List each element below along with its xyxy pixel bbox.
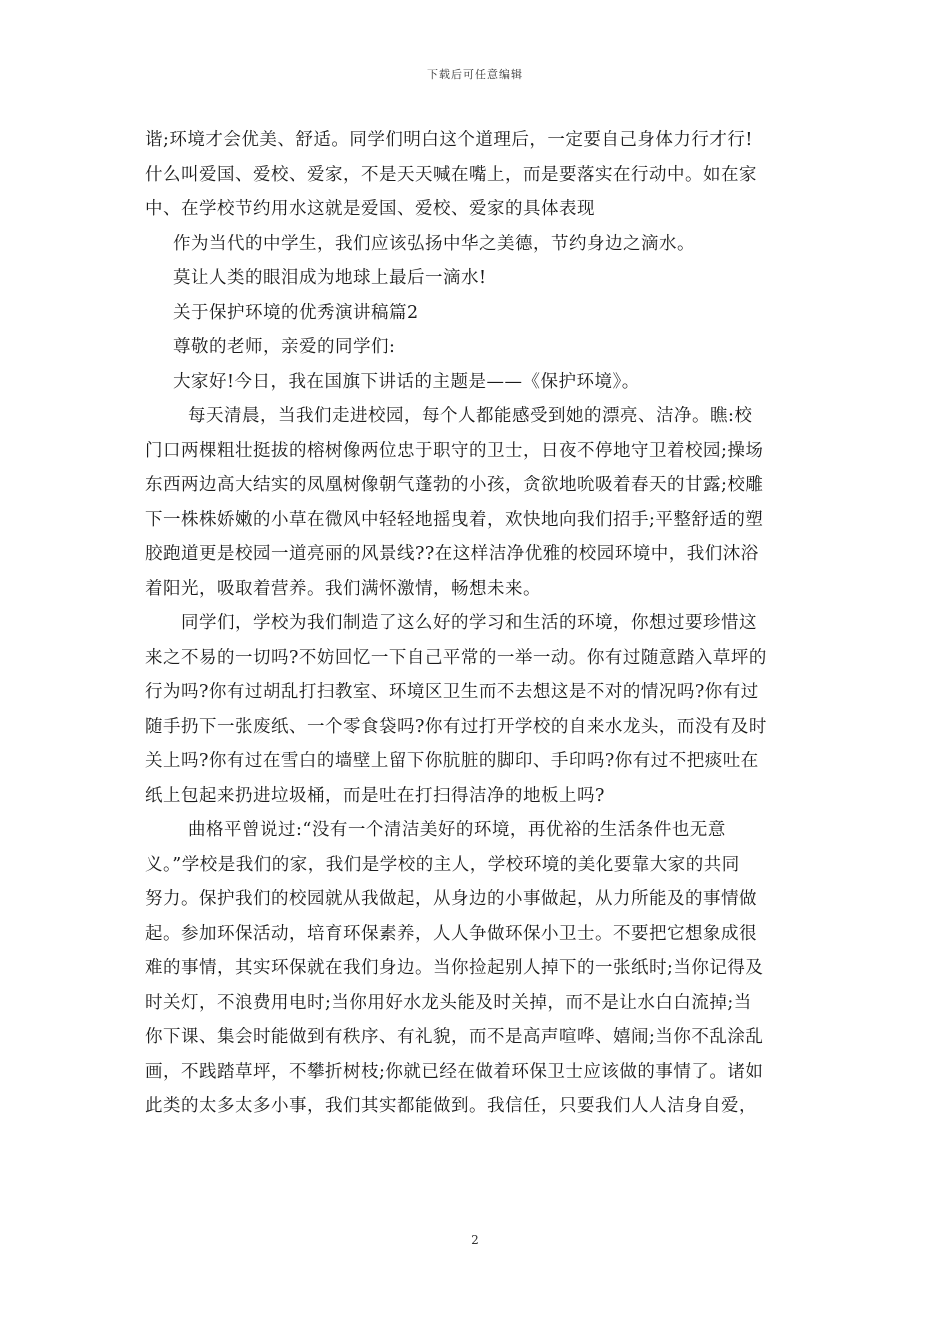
- text-line: 着阳光，吸取着营养。我们满怀激情，畅想未来。: [145, 578, 541, 599]
- page-number: 2: [471, 1233, 479, 1247]
- text-line: 你下课、集会时能做到有秩序、有礼貌，而不是高声喧哗、嬉闹;当你不乱涂乱: [145, 1027, 764, 1047]
- text-line: 东西两边高大结实的凤凰树像朝气蓬勃的小孩，贪欲地吮吸着春天的甘露;校雕: [145, 475, 764, 495]
- text-line: 画，不践踏草坪，不攀折树枝;你就已经在做着环保卫士应该做的事情了。诸如: [145, 1061, 764, 1082]
- text-line: 莫让人类的眼泪成为地球上最后一滴水!: [173, 268, 487, 288]
- text-line: 时关灯，不浪费用电时;当你用好水龙头能及时关掉，而不是让水白白流掉;当: [145, 992, 752, 1013]
- text-line: 义。”学校是我们的家，我们是学校的主人，学校环境的美化要靠大家的共同: [145, 854, 740, 875]
- text-line: 努力。保护我们的校园就从我做起，从身边的小事做起，从力所能及的事情做: [145, 889, 757, 909]
- text-line: 纸上包起来扔进垃圾桶，而是吐在打扫得洁净的地板上吗?: [145, 785, 605, 806]
- text-line: 尊敬的老师，亲爱的同学们:: [173, 337, 396, 357]
- text-line: 胶跑道更是校园一道亮丽的风景线??在这样洁净优雅的校园环境中，我们沐浴: [145, 544, 759, 564]
- text-line: 门口两棵粗壮挺拔的榕树像两位忠于职守的卫士，日夜不停地守卫着校园;操场: [145, 440, 764, 461]
- text-line: 每天清晨，当我们走进校园，每个人都能感受到她的漂亮、洁净。瞧:校: [188, 406, 753, 426]
- text-line: 谐;环境才会优美、舒适。同学们明白这个道理后，一定要自己身体力行才行!: [145, 130, 753, 150]
- text-line: 曲格平曾说过:“没有一个清洁美好的环境，再优裕的生活条件也无意: [188, 820, 726, 840]
- text-line: 来之不易的一切吗?不妨回忆一下自己平常的一举一动。你有过随意踏入草坪的: [145, 647, 767, 668]
- text-line: 起。参加环保活动，培育环保素养，人人争做环保小卫士。不要把它想象成很: [145, 923, 757, 944]
- text-line: 作为当代的中学生，我们应该弘扬中华之美德，节约身边之滴水。: [173, 233, 695, 254]
- text-line: 行为吗?你有过胡乱打扫教室、环境区卫生而不去想这是不对的情况吗?你有过: [145, 682, 759, 702]
- text-line: 同学们，学校为我们制造了这么好的学习和生活的环境，你想过要珍惜这: [181, 613, 757, 633]
- text-line: 什么叫爱国、爱校、爱家，不是天天喊在嘴上，而是要落实在行动中。如在家: [145, 164, 757, 185]
- document-body: [145, 123, 810, 1124]
- page-header: 下载后可任意编辑: [427, 68, 523, 81]
- section-heading: 关于保护环境的优秀演讲稿篇2: [173, 302, 419, 323]
- text-line: 关上吗?你有过在雪白的墙壁上留下你肮脏的脚印、手印吗?你有过不把痰吐在: [145, 751, 759, 771]
- text-line: 中、在学校节约用水这就是爱国、爱校、爱家的具体表现: [145, 199, 595, 219]
- text-line: 难的事情，其实环保就在我们身边。当你捡起别人掉下的一张纸时;当你记得及: [145, 958, 764, 978]
- text-line: 此类的太多太多小事，我们其实都能做到。我信任，只要我们人人洁身自爱，: [145, 1096, 757, 1116]
- text-line: 下一株株娇嫩的小草在微风中轻轻地摇曳着，欢快地向我们招手;平整舒适的塑: [145, 509, 764, 530]
- text-line: 随手扔下一张废纸、一个零食袋吗?你有过打开学校的自来水龙头，而没有及时: [145, 716, 767, 737]
- text-line: 大家好!今日，我在国旗下讲话的主题是——《保护环境》。: [173, 371, 640, 392]
